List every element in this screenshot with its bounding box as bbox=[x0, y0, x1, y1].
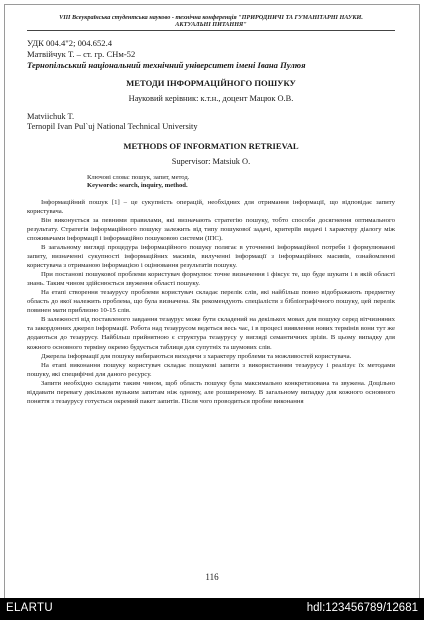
title-en: METHODS OF INFORMATION RETRIEVAL bbox=[123, 140, 299, 151]
paragraph: Він виконується за певними правилами, які визначають стратегію пошуку, тобто способи досягнення оптимального результату. Стратегія інформаційного пошуку залежить від типу пошукової задачі, критеріїв видачі і характеру діалогу між споживачами інформації і інформаційно пошуковою системи (ІПС). bbox=[27, 216, 395, 242]
paragraph: В залежності від поставленого завдання тезаурус може бути складений на декількох мовах для пошуку серед вітчизняних та закордонних джерел інформації. Робота над тезаурусом ведеться весь час, і в процесі виявлення нових термінів вони тут же додаються до тезаурусу. Найбільш прийнятною є структура тезаурусу у вигляді семантичних зрізів. В цьому випадку для кожного основного терміну окремо будується таблиця для супутніх та шумових слів. bbox=[27, 316, 395, 351]
conference-header-line-2: АКТУАЛЬНІ ПИТАННЯ" bbox=[175, 21, 247, 29]
paragraph: Джерела інформації для пошуку вибираються виходячи з характеру проблеми та можливостей користувача. bbox=[41, 352, 352, 360]
udc-code: УДК 004.4"2; 004.652.4 bbox=[27, 38, 113, 49]
keywords-en: Keywords: search, inquiry, method. bbox=[87, 182, 188, 190]
institution-ua: Тернопільський національний технічний університет імені Івана Пулюя bbox=[27, 59, 306, 70]
keywords-block bbox=[27, 174, 395, 191]
paragraph: Запити необхідно складати таким чином, щоб область пошуку була максимально конкретизована та звужена. Доцільно віддавати перевагу декільком вузьким запитам ніж одному, але розширеному. В загальному випадку для кожного основного поняття з тезаурусу готується окремий пакет запитів. Після чого проводиться пробне виконання bbox=[27, 379, 395, 405]
paragraph: В загальному вигляді процедура інформаційного пошуку полягає в уточненні інформаційної потреби і формулюванні запиту, визначенні сукупності інформаційних масивів, вилученні інформації з інформаційних масивів, ознайомленні користувача з отриманою інформацією і оцінювання результатів пошуку. bbox=[27, 243, 395, 270]
paragraph: На етапі виконання пошуку користувач складає пошукові запити з використанням тезаурусу і реалізує їх методами пошуку, які специфічні для даного ресурсу. bbox=[27, 361, 395, 378]
paragraph: При постанові пошукової проблеми користувач формулює точне визначення і фіксує те, що буде шукати і в якій області знань. Таким чином здійснюється звуження області пошуку. bbox=[27, 271, 395, 288]
supervisor-ua: Науковий керівник: к.т.н., доцент Мацюк О.В. bbox=[128, 94, 294, 104]
footer-bar bbox=[0, 598, 424, 620]
author-en: Matviichuk T. bbox=[27, 111, 75, 121]
repository-name: ELARTU bbox=[6, 602, 53, 614]
paragraph: На етапі створення тезаурусу проблеми користувач складає перелік слів, які найбільш повно відображають предметну область до якої належить проблема, що була визначена. Як рекомендують спеціалісти з бібліографічного пошуку, цей перелік повинен мати приблизно 10-15 слів. bbox=[27, 289, 395, 315]
handle-identifier[interactable]: hdl:123456789/12681 bbox=[306, 602, 418, 614]
page-number: 116 bbox=[205, 572, 219, 582]
author-ua: Матвійчук Т. – ст. гр. СНм-52 bbox=[27, 49, 136, 59]
supervisor-en: Supervisor: Matsiuk O. bbox=[171, 156, 251, 166]
page-content bbox=[27, 5, 395, 406]
document-page bbox=[4, 4, 420, 599]
author-block-en bbox=[27, 112, 395, 133]
conference-header bbox=[27, 14, 395, 28]
institution-en: Ternopil Ivan Pul`uj National Technical University bbox=[27, 122, 198, 132]
keywords-ua: Ключові слова: пошук, запит, метод. bbox=[87, 173, 190, 181]
body-text bbox=[27, 198, 395, 406]
conference-header-line-1: VIII Всеукраїнська студентська науково - технічна конференція "ПРИРОДНИЧІ ТА ГУМАНІТАРНІ НАУКИ. bbox=[59, 14, 363, 21]
title-ua: МЕТОДИ ІНФОРМАЦІЙНОГО ПОШУКУ bbox=[126, 78, 296, 89]
header-rule bbox=[27, 30, 395, 31]
paragraph: Інформаційний пошук [1] – це сукупність операцій, необхідних для отримання інформації, що відповідає запиту користувача. bbox=[27, 198, 395, 215]
